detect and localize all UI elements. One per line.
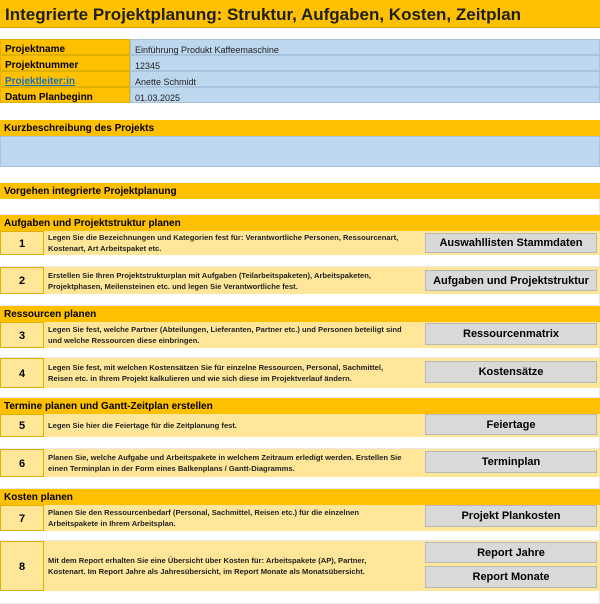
label-projektname: Projektname [0,39,130,55]
page-title: Integrierte Projektplanung: Struktur, Aufgaben, Kosten, Zeitplan [0,0,600,28]
report-jahre-button[interactable]: Report Jahre [425,542,597,563]
step-number: 6 [0,449,44,477]
step-description: Planen Sie den Ressourcenbedarf (Personal, Sachmittel, Reisen etc.) für die einzelnen Arbeitspakete in Ihrem Arbeitsplan. [44,505,406,531]
section-kosten: Kosten planen [0,489,600,505]
value-projektleiter[interactable]: Anette Schmidt [130,71,600,87]
step-number: 3 [0,322,44,348]
step-number: 5 [0,414,44,437]
projektleiter-link[interactable]: Projektleiter:in [5,76,76,87]
section-aufgaben: Aufgaben und Projektstruktur planen [0,215,600,231]
label-projektleiter[interactable] [0,71,130,87]
value-projektname[interactable]: Einführung Produkt Kaffeemaschine [130,39,600,55]
label-datum-planbeginn: Datum Planbeginn [0,87,130,103]
projekt-plankosten-button[interactable]: Projekt Plankosten [425,505,597,527]
step-number: 7 [0,505,44,531]
report-monate-button[interactable]: Report Monate [425,566,597,588]
step-description: Erstellen Sie Ihren Projektstrukturplan mit Aufgaben (Teilarbeitspaketen), Arbeitspaketen, Projektphasen, Meilensteinen etc. und legen Sie Verantwortliche fest. [44,267,406,294]
step-number: 4 [0,358,44,388]
step-description: Planen Sie, welche Aufgabe und Arbeitspakete in welchem Zeitraum erledigt werden. Erstellen Sie einen Terminplan in der Form eines Balkenplans / Gantt-Diagramms. [44,449,406,477]
step-description: Legen Sie hier die Feiertage für die Zeitplanung fest. [44,414,406,437]
aufgaben-projektstruktur-button[interactable]: Aufgaben und Projektstruktur [425,270,597,291]
step-description: Legen Sie fest, welche Partner (Abteilungen, Lieferanten, Partner etc.) und Personen beteiligt sind und welche Ressourcen diese einbringen. [44,322,406,348]
step-number: 2 [0,267,44,294]
vorgehen-header: Vorgehen integrierte Projektplanung [0,183,600,199]
step-number: 1 [0,231,44,255]
value-projektnummer[interactable]: 12345 [130,55,600,71]
step-number: 8 [0,541,44,591]
ressourcenmatrix-button[interactable]: Ressourcenmatrix [425,323,597,345]
kurzbeschreibung-input[interactable] [0,136,600,167]
step-description: Mit dem Report erhalten Sie eine Übersicht über Kosten für: Arbeitspakete (AP), Partner, Kostenart. Im Report Jahre als Jahresübersicht, im Report Monate als Monatsübersicht. [44,541,406,591]
kostensaetze-button[interactable]: Kostensätze [425,361,597,383]
kurzbeschreibung-header: Kurzbeschreibung des Projekts [0,120,600,136]
terminplan-button[interactable]: Terminplan [425,451,597,473]
step-description: Legen Sie die Bezeichnungen und Kategorien fest für: Verantwortliche Personen, Ressourcenart, Kostenart, Art Arbeitspaket etc. [44,231,406,255]
feiertage-button[interactable]: Feiertage [425,414,597,435]
section-termine: Termine planen und Gantt-Zeitplan erstellen [0,398,600,414]
auswahllisten-stammdaten-button[interactable]: Auswahllisten Stammdaten [425,233,597,253]
section-ressourcen: Ressourcen planen [0,306,600,322]
value-datum-planbeginn[interactable]: 01.03.2025 [130,87,600,103]
label-projektnummer: Projektnummer [0,55,130,71]
step-description: Legen Sie fest, mit welchen Kostensätzen Sie für einzelne Ressourcen, Personal, Sachmittel, Reisen etc. in Ihrem Projekt kalkulieren und wie sich diese im Projektverlauf ändern. [44,358,406,388]
